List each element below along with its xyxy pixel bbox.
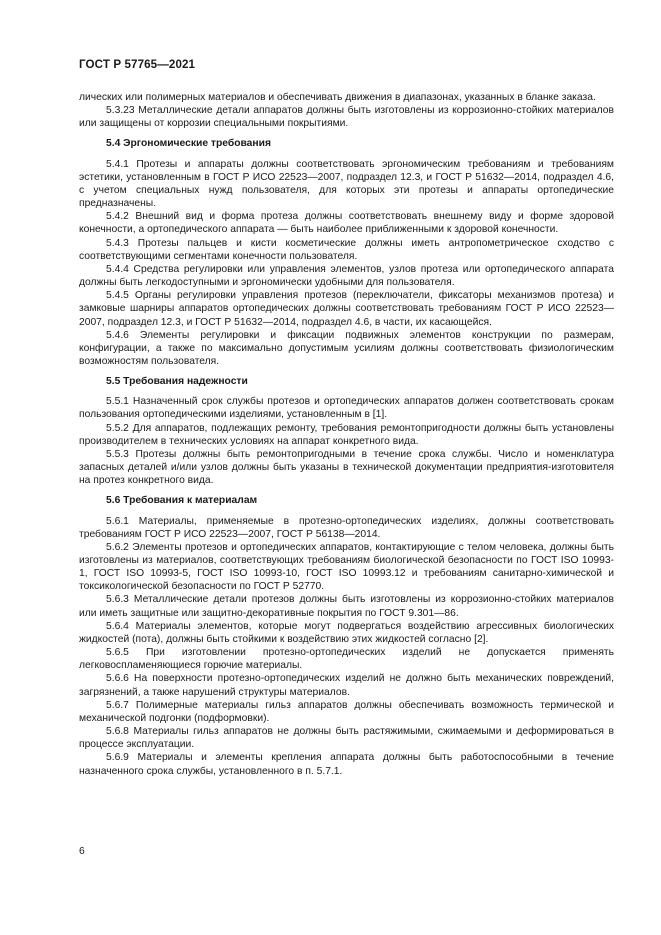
- paragraph: 5.3.23 Металлические детали аппаратов должны быть изготовлены из коррозионно-стойких материалов или защищены от коррозии специальными покрытиями.: [79, 105, 614, 130]
- paragraph: 5.4.5 Органы регулировки управления протезов (переключатели, фиксаторы механизмов протеза) и замковые шарниры аппаратов ортопедических должны соответствовать требованиям ГОСТ Р ИСО 22523—2007, подраздел 12.3, и ГОСТ Р 51632—2014, подраздел 4.6, в части, их касающейся.: [79, 290, 614, 328]
- paragraph: 5.5.2 Для аппаратов, подлежащих ремонту, требования ремонтопригодности должны быть установлены производителем в технических условиях на аппарат конкретного вида.: [79, 422, 614, 447]
- paragraph: 5.6.3 Металлические детали протезов должны быть изготовлены из коррозионно-стойких материалов или иметь защитные или защитно-декоративные покрытия по ГОСТ 9.301—86.: [79, 594, 614, 619]
- paragraph: 5.6.9 Материалы и элементы крепления аппарата должны быть работоспособными в течение назначенного срока службы, установленного в п. 5.7.1.: [79, 752, 614, 777]
- document-header: ГОСТ Р 57765—2021: [79, 58, 196, 71]
- page-number: 6: [79, 846, 85, 857]
- section-heading: 5.5 Требования надежности: [106, 376, 248, 388]
- document-body: [79, 91, 614, 778]
- paragraph: 5.6.7 Полимерные материалы гильз аппаратов должны обеспечивать возможность термической и механической подгонки (подформовки).: [79, 699, 614, 724]
- paragraph: лических или полимерных материалов и обеспечивать движения в диапазонах, указанных в бланке заказа.: [79, 92, 596, 103]
- paragraph: 5.6.4 Материалы элементов, которые могут подвергаться воздействию агрессивных биологических жидкостей (пота), должны быть стойкими к воздействию этих жидкостей согласно [2].: [79, 620, 614, 645]
- section-heading: 5.6 Требования к материалам: [106, 495, 258, 507]
- paragraph: 5.4.3 Протезы пальцев и кисти косметические должны иметь антропометрическое сходство с соответствующими сегментами конечности пользователя.: [79, 237, 614, 262]
- paragraph: 5.6.8 Материалы гильз аппаратов не должны быть растяжимыми, сжимаемыми и деформироваться в процессе эксплуатации.: [79, 726, 614, 751]
- paragraph: 5.4.2 Внешний вид и форма протеза должны соответствовать внешнему виду и форме здоровой конечности, а ортопедического аппарата — быть наиболее приближенными к здоровой конечности.: [79, 211, 614, 236]
- paragraph: 5.6.5 При изготовлении протезно-ортопедических изделий не допускается применять легковоспламеняющиеся горючие материалы.: [79, 647, 614, 672]
- paragraph: 5.6.2 Элементы протезов и ортопедических аппаратов, контактирующие с телом человека, должны быть изготовлены из материалов, соответствующих требованиям биологической безопасности по ГОСТ ISO 10993-1, ГОСТ ISO 10993-5, ГОСТ ISO 10993-10, ГОСТ ISO 10993.12 и требованиям санитарно-химической и токсикологической безопасности по ГОСТ Р 52770.: [79, 541, 614, 593]
- section-heading: 5.4 Эргономические требования: [106, 138, 271, 150]
- paragraph: 5.5.1 Назначенный срок службы протезов и ортопедических аппаратов должен соответствовать срокам пользования ортопедическими изделиями, установленным в [1].: [79, 396, 614, 421]
- paragraph: 5.5.3 Протезы должны быть ремонтопригодными в течение срока службы. Число и номенклатура запасных деталей и/или узлов должны быть указаны в технической документации предприятия-изготовителя на протез конкретного вида.: [79, 448, 614, 487]
- paragraph: 5.4.1 Протезы и аппараты должны соответствовать эргономическим требованиям и требованиям эстетики, установленным в ГОСТ Р ИСО 22523—2007, подраздел 12.3, и ГОСТ Р 51632—2014, подраздел 4.6, с учетом специальных нужд пользователя, для которых эти протезы и аппараты ортопедические предназначены.: [79, 158, 614, 210]
- paragraph: 5.4.4 Средства регулировки или управления элементов, узлов протеза или ортопедического аппарата должны быть легкодоступными и эргономически удобными для пользователя.: [79, 263, 614, 289]
- paragraph: 5.6.1 Материалы, применяемые в протезно-ортопедических изделиях, должны соответствовать требованиям ГОСТ Р ИСО 22523—2007, ГОСТ Р 56138—2014.: [79, 515, 614, 540]
- paragraph: 5.4.6 Элементы регулировки и фиксации подвижных элементов конструкции по размерам, конфигурации, а также по максимально допустимым усилиям должны соответствовать физиологическим возможностям пользователя.: [79, 329, 614, 367]
- paragraph: 5.6.6 На поверхности протезно-ортопедических изделий не должно быть механических повреждений, загрязнений, а также нарушений структуры материалов.: [79, 673, 614, 698]
